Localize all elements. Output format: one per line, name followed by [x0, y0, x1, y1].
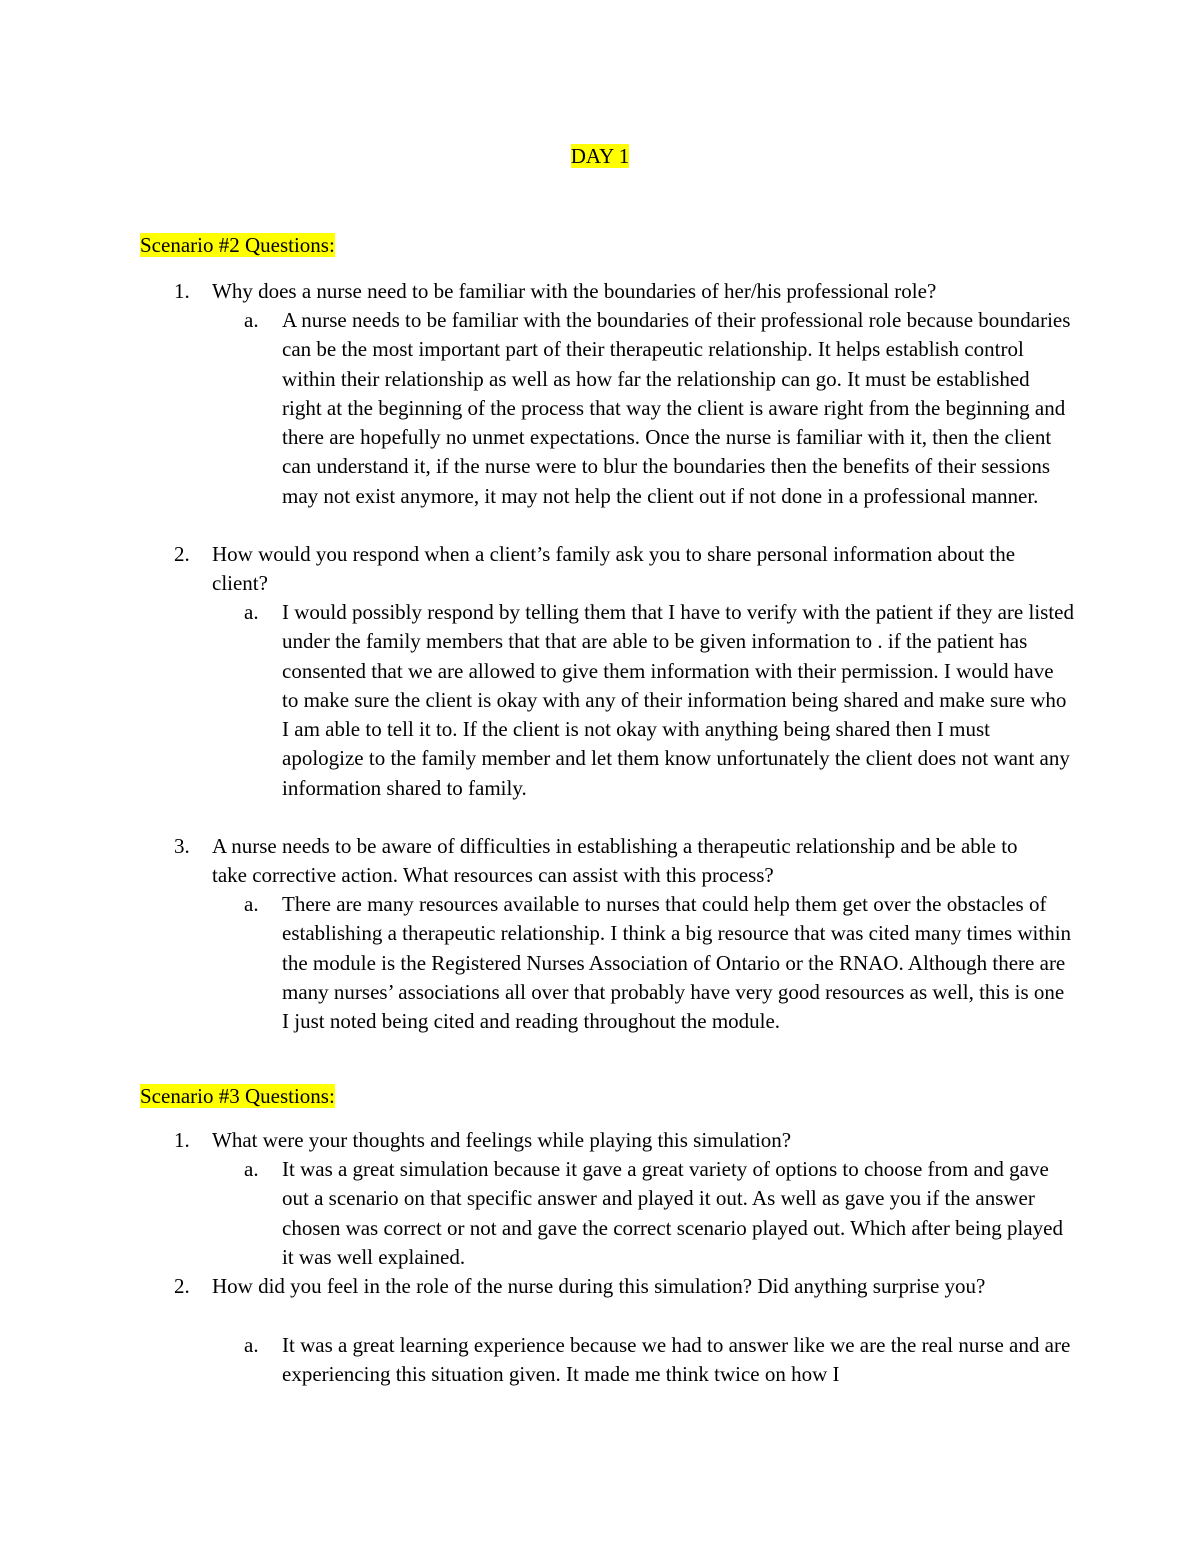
question-text: What were your thoughts and feelings while playing this simulation?	[212, 1128, 792, 1152]
answer-letter: a.	[244, 600, 259, 624]
question-item	[174, 1126, 1054, 1155]
question-item	[174, 832, 1054, 891]
question-number: 3.	[174, 834, 190, 858]
answer-text: It was a great learning experience because we had to answer like we are the real nurse and are experiencing this situation given. It made me think twice on how I	[282, 1333, 1071, 1387]
answer-item	[244, 1155, 1074, 1272]
page-title: DAY 1	[570, 144, 630, 168]
question-number: 1.	[174, 1128, 190, 1152]
answer-item	[244, 1331, 1074, 1390]
question-text: Why does a nurse need to be familiar with the boundaries of her/his professional role?	[212, 279, 937, 303]
answer-text: I would possibly respond by telling them that I have to verify with the patient if they are listed under the family members that that are able to be given information to . if the patient has consented that we are allowed to give them information with their permission. I would have to make sure the client is okay with any of their information being shared and make sure who I am able to tell it to. If the client is not okay with anything being shared then I must apologize to the family member and let them know unfortunately the client does not want any information shared to family.	[282, 600, 1074, 800]
question-number: 2.	[174, 1274, 190, 1298]
question-text: How did you feel in the role of the nurse during this simulation? Did anything surprise you?	[212, 1274, 986, 1298]
question-number: 1.	[174, 279, 190, 303]
answer-item	[244, 890, 1074, 1036]
answer-item	[244, 306, 1074, 511]
question-item	[174, 540, 1054, 599]
question-text: How would you respond when a client’s family ask you to share personal information about the client?	[212, 542, 1016, 596]
scenario-2-heading: Scenario #2 Questions:	[140, 233, 335, 257]
answer-text: There are many resources available to nurses that could help them get over the obstacles of establishing a therapeutic relationship. I think a big resource that was cited many times within the module is the Registered Nurses Association of Ontario or the RNAO. Although there are many nurses’ associations all over that probably have very good resources as well, this is one I just noted being cited and reading throughout the module.	[282, 892, 1072, 1034]
answer-letter: a.	[244, 1333, 259, 1357]
answer-letter: a.	[244, 308, 259, 332]
answer-letter: a.	[244, 1157, 259, 1181]
scenario-3-heading: Scenario #3 Questions:	[140, 1084, 335, 1108]
answer-text: It was a great simulation because it gave a great variety of options to choose from and gave out a scenario on that specific answer and played it out. As well as gave you if the answer chosen was correct or not and gave the correct scenario played out. Which after being played it was well explained.	[282, 1157, 1063, 1269]
question-item	[174, 1272, 1054, 1301]
answer-text: A nurse needs to be familiar with the boundaries of their professional role because boundaries can be the most important part of their therapeutic relationship. It helps establish control within their relationship as well as how far the relationship can go. It must be established right at the beginning of the process that way the client is aware right from the beginning and there are hopefully no unmet expectations. Once the nurse is familiar with it, then the client can understand it, if the nurse were to blur the boundaries then the benefits of their sessions may not exist anymore, it may not help the client out if not done in a professional manner.	[282, 308, 1071, 508]
answer-letter: a.	[244, 892, 259, 916]
answer-item	[244, 598, 1074, 803]
question-text: A nurse needs to be aware of difficulties in establishing a therapeutic relationship and be able to take corrective action. What resources can assist with this process?	[212, 834, 1018, 888]
question-item	[174, 277, 1054, 306]
question-number: 2.	[174, 542, 190, 566]
